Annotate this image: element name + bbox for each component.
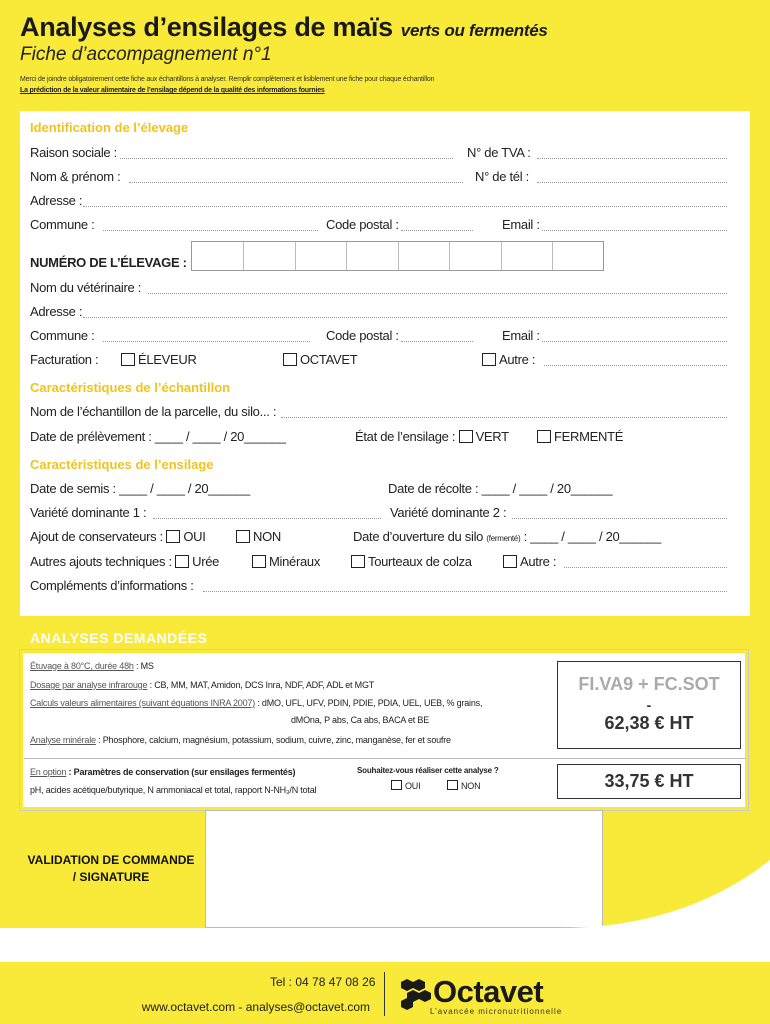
commune2-label: Commune :: [30, 328, 95, 343]
cp2-field[interactable]: [401, 341, 473, 342]
prelevement-date-field[interactable]: ____ / ____ / 20______: [154, 429, 286, 444]
checkbox-octavet[interactable]: [283, 353, 297, 366]
commune-label: Commune :: [30, 217, 95, 232]
option-line: En option : Paramètres de conservation (sur ensilages fermentés): [30, 767, 296, 777]
price-dash: -: [646, 697, 652, 713]
price-amount: 62,38 € HT: [604, 713, 694, 733]
complements-field[interactable]: [203, 591, 727, 592]
checkbox-vert[interactable]: [459, 430, 473, 443]
etat-label: État de l’ensilage : VERT: [355, 429, 509, 444]
analyse-calculs: Calculs valeurs alimentaires (suivant équations INRA 2007) : dMO, UFL, UFV, PDIN, PDIE, PDIA, UEL, UEB, % grains,: [30, 698, 483, 708]
autre-field[interactable]: [544, 365, 727, 366]
adresse2-label: Adresse :: [30, 304, 83, 319]
facturation-autre[interactable]: Autre :: [482, 352, 535, 367]
ajout-mineraux[interactable]: Minéraux: [252, 554, 320, 569]
tel-field[interactable]: [537, 182, 727, 183]
adresse2-field[interactable]: [83, 317, 727, 318]
raison-label: Raison sociale :: [30, 145, 117, 160]
conservateurs-non[interactable]: NON: [236, 529, 281, 544]
email-field[interactable]: [542, 230, 727, 231]
tel-label: N° de tél :: [475, 169, 529, 184]
tva-label: N° de TVA :: [467, 145, 531, 160]
section-ensilage: Caractéristiques de l’ensilage: [30, 457, 214, 472]
validation-label: VALIDATION DE COMMANDE / SIGNATURE: [27, 853, 195, 884]
variete1-field[interactable]: [153, 518, 381, 519]
checkbox-mineraux[interactable]: [252, 555, 266, 568]
etat-fermente[interactable]: FERMENTÉ: [537, 429, 623, 444]
octavet-tagline: L’avancée micronutritionnelle: [430, 1007, 563, 1016]
email2-field[interactable]: [542, 341, 727, 342]
numero-cell-divider: [243, 242, 244, 270]
checkbox-fermente[interactable]: [537, 430, 551, 443]
checkbox-ajout-autre[interactable]: [503, 555, 517, 568]
section-echantillon: Caractéristiques de l’échantillon: [30, 380, 231, 395]
option-oui[interactable]: OUI: [391, 780, 420, 791]
recolte-date-field[interactable]: ____ / ____ / 20______: [481, 481, 613, 496]
semis-label: Date de semis : ____ / ____ / 20______: [30, 481, 250, 496]
souhait-question: Souhaitez-vous réaliser cette analyse ?: [357, 766, 499, 775]
analyse-minerale: Analyse minérale : Phosphore, calcium, magnésium, potassium, sodium, cuivre, zinc, manganèse, fer et soufre: [30, 735, 451, 745]
commune-field[interactable]: [103, 230, 318, 231]
prelevement-label: Date de prélèvement : ____ / ____ / 20______: [30, 429, 286, 444]
facturation-eleveur[interactable]: ÉLEVEUR: [121, 352, 197, 367]
numero-cell-divider: [449, 242, 450, 270]
ajout-tourteaux[interactable]: Tourteaux de colza: [351, 554, 472, 569]
section-analyses: ANALYSES DEMANDÉES: [30, 630, 208, 646]
analyse-infrarouge: Dosage par analyse infrarouge : CB, MM, MAT, Amidon, DCS Inra, NDF, ADF, ADL et MGT: [30, 680, 375, 690]
numero-cell-divider: [398, 242, 399, 270]
ouverture-label: Date d’ouverture du silo (fermenté) : ____ / ____ / 20______: [353, 529, 662, 544]
nom-field[interactable]: [129, 182, 463, 183]
email-label: Email :: [502, 217, 540, 232]
instruction-note: Merci de joindre obligatoirement cette fiche aux échantillons à analyser. Remplir complètement et lisiblement une fiche pour chaque échantillon: [20, 76, 435, 83]
cp-label: Code postal :: [326, 217, 399, 232]
page-title: Analyses d’ensilages de maïs verts ou fermentés: [20, 12, 548, 42]
quality-note: La prédiction de la valeur alimentaire de l’ensilage dépend de la qualité des informations fournies: [20, 87, 325, 94]
checkbox-tourteaux[interactable]: [351, 555, 365, 568]
cp2-label: Code postal :: [326, 328, 399, 343]
veto-field[interactable]: [148, 293, 727, 294]
octavet-logo-icon: [398, 976, 432, 1010]
option-non[interactable]: NON: [447, 780, 480, 791]
adresse-label: Adresse :: [30, 193, 83, 208]
autres-ajouts-label: Autres ajouts techniques : Urée: [30, 554, 220, 569]
cp-field[interactable]: [401, 230, 473, 231]
footer-phone: Tel : 04 78 47 08 26: [270, 975, 376, 989]
echantillon-nom-label: Nom de l’échantillon de la parcelle, du silo... :: [30, 404, 277, 419]
footer-web[interactable]: www.octavet.com - analyses@octavet.com: [141, 1000, 370, 1014]
price-code: FI.VA9 + FC.SOT: [578, 674, 720, 694]
recolte-label: Date de récolte : ____ / ____ / 20______: [388, 481, 613, 496]
checkbox-conserv-oui[interactable]: [166, 530, 180, 543]
ajout-autre-field[interactable]: [564, 567, 727, 568]
nom-label: Nom & prénom :: [30, 169, 121, 184]
price-box-option: 33,75 € HT: [557, 764, 741, 799]
semis-date-field[interactable]: ____ / ____ / 20______: [119, 481, 250, 496]
veto-label: Nom du vétérinaire :: [30, 280, 142, 295]
adresse-field[interactable]: [83, 206, 727, 207]
numero-label: NUMÉRO DE L’ÉLEVAGE :: [30, 255, 187, 270]
commune2-field[interactable]: [103, 341, 310, 342]
facturation-label: Facturation :: [30, 352, 99, 367]
variete1-label: Variété dominante 1 :: [30, 505, 147, 520]
variete2-field[interactable]: [512, 518, 727, 519]
checkbox-eleveur[interactable]: [121, 353, 135, 366]
footer-bar: [0, 962, 770, 1024]
footer-divider: [384, 972, 385, 1016]
option-details: pH, acides acétique/butyrique, N ammoniacal et total, rapport N-NH₃/N total: [30, 785, 317, 795]
fiche-label: Fiche d’accompagnement n°1: [20, 44, 272, 65]
price-box-main: [557, 661, 741, 749]
analyse-calculs-suite: dMOna, P abs, Ca abs, BACA et BE: [291, 715, 430, 725]
variete2-label: Variété dominante 2 :: [390, 505, 507, 520]
complements-label: Compléments d’informations :: [30, 578, 194, 593]
raison-field[interactable]: [120, 158, 453, 159]
octavet-logo-text: Octavet: [433, 974, 544, 1009]
numero-cell-divider: [295, 242, 296, 270]
checkbox-conserv-non[interactable]: [236, 530, 250, 543]
echantillon-nom-field[interactable]: [281, 417, 727, 418]
numero-cell-divider: [501, 242, 502, 270]
facturation-octavet[interactable]: OCTAVET: [283, 352, 357, 367]
analyse-etuvage: Étuvage à 80°C, durée 48h : MS: [30, 661, 154, 671]
tva-field[interactable]: [537, 158, 727, 159]
email2-label: Email :: [502, 328, 540, 343]
ouverture-date-field[interactable]: ____ / ____ / 20______: [530, 529, 662, 544]
checkbox-uree[interactable]: [175, 555, 189, 568]
checkbox-option-non[interactable]: [447, 780, 458, 790]
checkbox-option-oui[interactable]: [391, 780, 402, 790]
section-identification: Identification de l’élevage: [30, 120, 189, 135]
numero-cell-divider: [346, 242, 347, 270]
checkbox-autre[interactable]: [482, 353, 496, 366]
numero-cell-divider: [552, 242, 553, 270]
ajout-autre[interactable]: Autre :: [503, 554, 556, 569]
conservateurs-label: Ajout de conservateurs : OUI: [30, 529, 206, 544]
page-subtitle: verts ou fermentés: [400, 21, 548, 40]
analyses-divider: [24, 758, 746, 759]
